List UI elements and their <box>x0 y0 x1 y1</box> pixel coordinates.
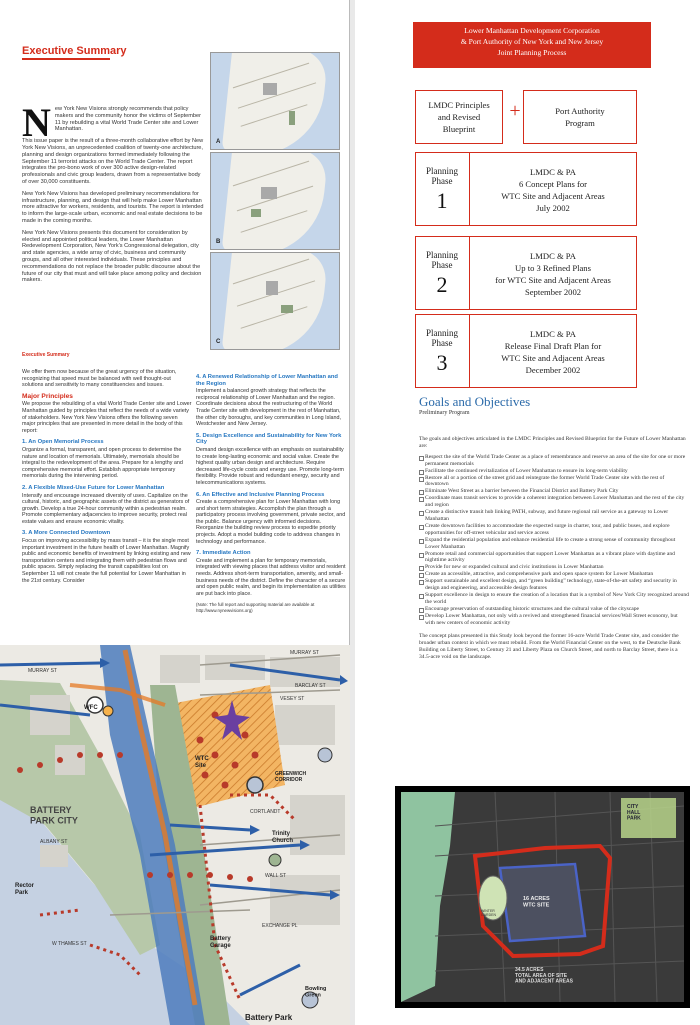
garden-label: WINTER GARDEN <box>481 909 496 918</box>
goal-item: Eliminate West Street as a barrier between the Financial District and Battery Park City <box>419 488 689 495</box>
site-map-svg <box>395 786 690 1008</box>
goal-item: Respect the site of the World Trade Center as a place of remembrance and reserve an area of the site for one or more permanent memorials <box>419 454 689 468</box>
wfc-label: WFC <box>84 705 98 711</box>
principle-6-title: 6. An Effective and Inclusive Planning Process <box>196 491 325 498</box>
wtc-label: WTC Site <box>195 756 209 769</box>
principle-1-text: Organize a formal, transparent, and open process to determine the nature and location of memorials. Ultimately, memorials should be integral to the redevelopment of the area. Prepare for a lengthy and comprehensive memorial effort. Establish appropriate temporary memorials during the intervening period. <box>22 446 183 480</box>
principle-1-title: 1. An Open Memorial Process <box>22 439 104 446</box>
intro-paragraph-3: New York New Visions has developed preliminary recommendations for infrastructure, planning, and design that will help make Lower Manhattan more attractive for workers, residents, and tourists. The report is intended to inform the large-scale urban, economic and real estate decisions to be made in the coming months. <box>22 190 204 224</box>
goal-item: Support excellence in design to ensure the creation of a location that is a symbol of New York City recognized around the world <box>419 592 689 606</box>
goals-subtitle: Preliminary Program <box>419 410 470 416</box>
street-label: W THAMES ST <box>52 941 87 947</box>
rector-label: Rector Park <box>15 883 35 896</box>
major-principles-title: Major Principles <box>22 392 73 400</box>
lower-manhattan-plan-map <box>0 645 350 1025</box>
column-2 <box>196 374 346 618</box>
principle-2-title: 2. A Flexible Mixed-Use Future for Lower Manhattan <box>22 484 165 491</box>
phase-label: Planning Phase <box>425 328 458 348</box>
principle-6-text: Create a comprehensive plan for Lower Manhattan with long and short term strategies. Accomplish the plan through a participatory process involving government, private sector, and the public. Balance urgency with informed decisions. Reorganize the building review process to expedite priority projects. Adopt a model building code to address changes in technology and performance. <box>196 499 346 545</box>
street-label: BARCLAY ST <box>295 683 326 689</box>
bowling-label: Bowling Green <box>305 986 327 999</box>
principle-3-title: 3. A More Connected Downtown <box>22 530 111 537</box>
column-lead: We offer them now because of the great urgency of the situation, recognizing that speed must be balanced with well thought-out solutions and sensitivity to many constituencies and issues. <box>22 369 177 389</box>
goals-outro: The concept plans presented in this Study look beyond the former 16-acre World Trade Center site, and consider the broader urban context in which we must rebuild. From the World Financial Center on the west, to the Deutsche Bank Building on Liberty Street, to Century 21 and Liberty Plaza on Church Street, and north to Barclay Street, there is a 34.5-acre void on the landscape. <box>419 633 681 661</box>
goal-item: Develop Lower Manhattan, not only with a revived and strengthened financial services/Wall Street economy, but with new centers of economic activity <box>419 613 689 627</box>
goal-item: Encourage preservation of outstanding historic structures and the cultural value of the cityscape <box>419 606 689 613</box>
phase-number: 1 <box>436 188 448 213</box>
goal-item: Provide for new or expanded cultural and civic institutions in Lower Manhattan <box>419 564 689 571</box>
thumbnail-map-a <box>210 52 340 150</box>
goal-item: Create an accessible, attractive, and comprehensive park and open space system for Lower Manhattan <box>419 571 689 578</box>
phase-description: LMDC & PA Up to 3 Refined Plans for WTC Site and Adjacent Areas September 2002 <box>495 251 611 297</box>
intro-paragraph-2: This issue paper is the result of a three-month collaborative effort by New York New Visions, an unprecedented coalition of twenty-one architecture, planning and design organizations formed immediately following the September 11 terrorist attacks on the World Trade Center. The report integrates the pro-bono work of over 300 active design-related professionals and civic group leaders, drawn from a representative body of over 30,000 constituents. <box>22 138 204 185</box>
lmdc-principles-box: LMDC Principles and Revised Blueprint <box>415 90 503 144</box>
goals-intro: The goals and objectives articulated in the LMDC Principles and Revised Blueprint for the Future of Lower Manhattan are: <box>419 436 686 449</box>
site-area-map <box>395 786 690 1008</box>
port-authority-box: Port Authority Program <box>523 90 637 144</box>
thumbnail-label: C <box>216 339 221 345</box>
phase-description: LMDC & PA Release Final Draft Plan for WTC Site and Adjacent Areas December 2002 <box>501 329 605 375</box>
principle-5-text: Demand design excellence with an emphasis on sustainability to create long-lasting economic and social value. Create the highest quality urban design and architecture. Require decreased life-cycle costs and energy use. Promote long-term flexibility. Provide robust and redundant energy, security and telecommunications systems. <box>196 446 345 486</box>
dropcap: N <box>22 100 51 145</box>
report-note: (Note: The full report and supporting material are available at http://www.nynewvisions.org) <box>196 602 315 613</box>
principle-2-text: Intensify and encourage increased diversity of uses. Capitalize on the cultural, historic, and geographic assets of the district as generators of growth. Develop a true 24-hour community within a pedestrian realm. Promote complementary adjacencies to improve security, protect real estate values and ensure economic vitality. <box>22 492 190 525</box>
thumbnail-map-c <box>210 252 340 350</box>
planning-banner: Lower Manhattan Development Corporation & Port Authority of New York and New Jersey Joint Planning Process <box>413 22 651 68</box>
goal-item: Coordinate mass transit services to provide a coherent integration between Lower Manhattan and the rest of the city and region <box>419 495 689 509</box>
plan-map-svg <box>0 645 350 1025</box>
major-principles-text: We propose the rebuilding of a vital World Trade Center site and Lower Manhattan guided by principles that reflect the needs of a wide variety of stakeholders. New York New Visions offers the following seven major principles that are presented in more detail in the body of this report: <box>22 401 192 434</box>
goal-item: Facilitate the continued revitalization of Lower Manhattan to ensure its long-term viability <box>419 468 689 475</box>
wtc-site-label: 16 ACRES WTC SITE <box>523 896 550 909</box>
page-heading: Executive Summary <box>22 45 127 57</box>
column-1 <box>22 369 192 589</box>
city-hall-label: CITY HALL PARK <box>627 804 641 822</box>
principle-4-title: 4. A Renewed Relationship of Lower Manhattan and the Region <box>196 374 338 387</box>
street-label: CORTLANDT <box>250 809 281 815</box>
section-label: Executive Summary <box>22 352 70 358</box>
goal-item: Restore all or a portion of the street grid and reintegrate the former World Trade Center site with the rest of downtown <box>419 475 689 489</box>
goals-title: Goals and Objectives <box>419 394 531 409</box>
battery-park-label: Battery Park <box>245 1013 293 1022</box>
heading-rule <box>22 58 110 60</box>
street-label: WALL ST <box>265 873 287 879</box>
intro-para1-text: ew York New Visions strongly recommends that policy makers and the community honor the victims of September 11 by rebuilding a vital World Trade Center site and Lower Manhattan. <box>54 106 202 133</box>
phase-label: Planning Phase <box>425 250 458 270</box>
phase-number: 3 <box>436 350 448 375</box>
phase-number: 2 <box>436 272 448 297</box>
intro-text <box>22 100 204 289</box>
intro-paragraph-1 <box>22 100 204 145</box>
goal-item: Expand the residential population and enhance residential life to create a strong sense of community throughout Lower Manhattan <box>419 537 689 551</box>
principle-5-title: 5. Design Excellence and Sustainability for New York City <box>196 432 342 446</box>
phase-description: LMDC & PA 6 Concept Plans for WTC Site and Adjacent Areas July 2002 <box>501 167 605 213</box>
intro-paragraph-4: New York New Visions presents this document for consideration by elected and appointed political leaders, the Lower Manhattan Redevelopment Corporation, New York's Congressional delegation, city and state agencies, a wide array of civic, business and community groups, and all other interested individuals. These principles and recommendations do not replace the broader public discourse about the future of our city that must and will take place among policy and decision makers. <box>22 229 202 284</box>
street-label: VESEY ST <box>280 696 305 702</box>
street-label: MURRAY ST <box>28 668 57 674</box>
street-label: EXCHANGE PL <box>262 923 298 929</box>
principle-7-text: Create and implement a plan for temporary memorials, integrated with viewing places that address visitor and resident needs. Address short-term transportation, amenity, and small-business needs of the district. Define the character of a secure and open public realm, and begin its implementation as utilities are put back into place. <box>196 557 346 597</box>
principle-7-title: 7. Immediate Action <box>196 550 251 557</box>
phase-label: Planning Phase <box>425 166 458 186</box>
goals-body <box>419 436 689 661</box>
street-label: ALBANY ST <box>40 839 68 845</box>
thumbnail-label: A <box>216 139 221 145</box>
goal-item: Promote retail and commercial opportunities that support Lower Manhattan as a vibrant place with daytime and nighttime activity <box>419 551 689 565</box>
garage-label: Battery Garage <box>210 936 231 949</box>
goal-item: Create a distinctive transit hub linking PATH, subway, and future regional rail service as a gateway to Lower Manhattan <box>419 509 689 523</box>
goal-item: Support sustainable and excellent design, and “green building” technology, state-of-the-art safety and security in design and engineering, and accessible design features <box>419 578 689 592</box>
goals-list <box>419 454 689 627</box>
thumbnail-map-b <box>210 152 340 250</box>
total-area-label: 34.5 ACRES TOTAL AREA OF SITE AND ADJACENT AREAS <box>515 967 573 985</box>
corridor-label: GREENWICH CORRIDOR <box>275 771 307 783</box>
street-label: MURRAY ST <box>290 650 319 656</box>
trinity-label: Trinity Church <box>272 831 293 844</box>
bpc-label: BATTERY PARK CITY <box>30 805 78 826</box>
principle-4-text: Implement a balanced growth strategy that reflects the reciprocal relationship of Lower Manhattan and the region. Coordinate decisions about the restructuring of the World Trade Center site with development in the rest of Manhattan, the other city boroughs, and key communities in Long Island, Westchester and New Jersey. <box>196 388 342 428</box>
goal-item: Create downtown facilities to accommodate the expected surge in charter, tour, and public buses, and explore opportunities for off-street vehicular and service access <box>419 523 689 537</box>
thumbnail-label: B <box>216 239 221 245</box>
principle-3-text: Focus on improving accessibility by mass transit – it is the single most important investment in the future health of Lower Manhattan. Magnify public and economic benefits of investment by linking existing and new transportation centers and integrating them with pedestrian flows and public spaces. Simply replacing the transit capabilities lost on September 11 will not create the full potential for Lower Manhattan in the 21st century. Consider <box>22 538 191 584</box>
plus-sign: + <box>509 100 521 122</box>
